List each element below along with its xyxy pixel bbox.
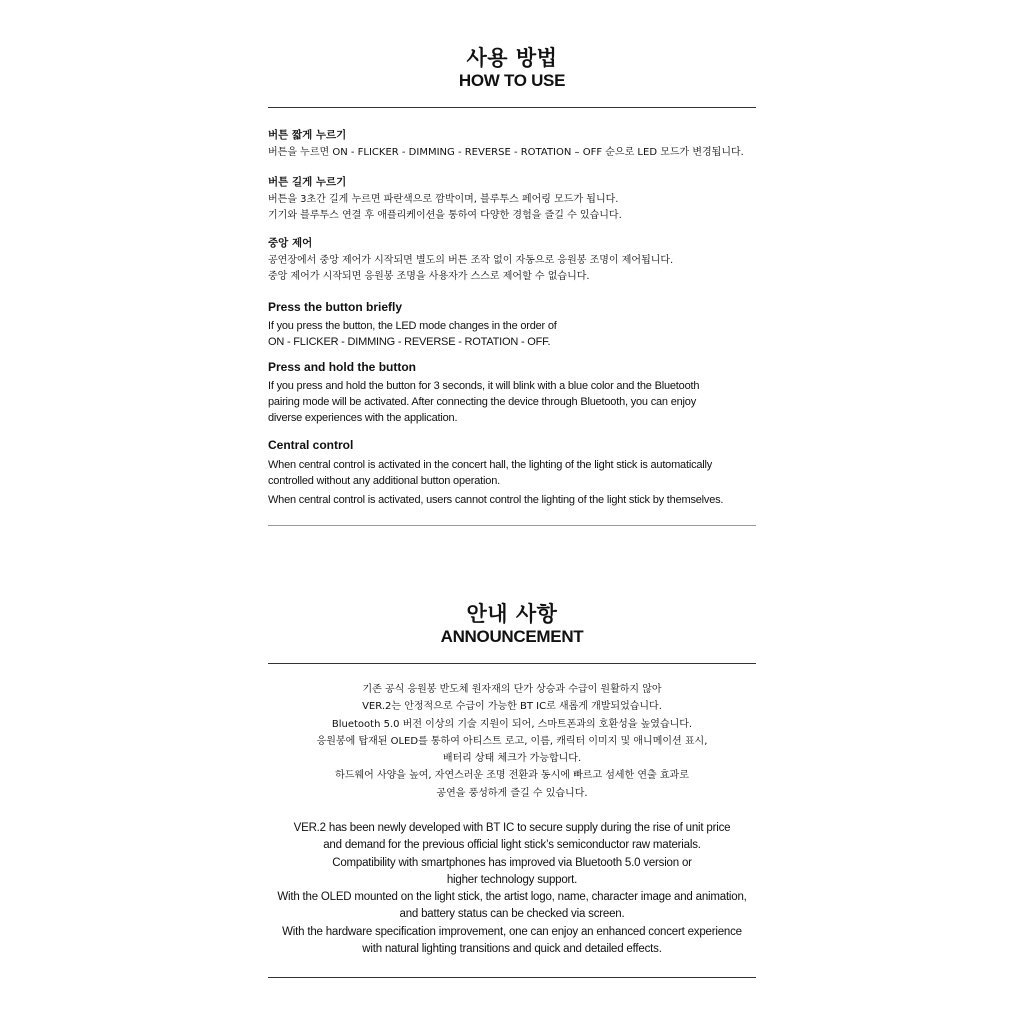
text-line: and demand for the previous official light stick’s semiconductor raw materials. bbox=[323, 839, 701, 852]
section-end-divider bbox=[268, 525, 756, 526]
section-end-divider bbox=[268, 977, 756, 978]
text-line: If you press the button, the LED mode changes in the order of bbox=[268, 320, 557, 332]
ko-heading-short-press: 버튼 짧게 누르기 bbox=[268, 129, 347, 141]
text-line: VER.2는 안정적으로 수급이 가능한 BT IC로 새롭게 개발되었습니다. bbox=[362, 701, 662, 713]
ko-heading-central-control: 중앙 제어 bbox=[268, 237, 313, 249]
text-line: higher technology support. bbox=[446, 873, 578, 886]
text-line: 공연을 풍성하게 즐길 수 있습니다. bbox=[436, 787, 588, 799]
en-heading-long-press: Press and hold the button bbox=[268, 360, 417, 374]
text-line: VER.2 has been newly developed with BT IC to secure supply during the rise of unit price bbox=[293, 822, 731, 834]
announcement-title-ko: 안내 사항 bbox=[466, 602, 558, 626]
announcement-text-ko bbox=[200, 681, 824, 802]
text-line: with natural lighting transitions and quick and detailed effects. bbox=[362, 943, 662, 956]
announcement-title-en: ANNOUNCEMENT bbox=[440, 627, 584, 646]
text-line: 중앙 제어가 시작되면 응원봉 조명을 사용자가 스스로 제어할 수 없습니다. bbox=[268, 270, 590, 282]
text-line: 기존 공식 응원봉 반도체 원자재의 단가 상승과 수급이 원활하지 않아 bbox=[362, 684, 662, 695]
ko-text-short-press bbox=[268, 145, 768, 161]
text-line: 공연장에서 중앙 제어가 시작되면 별도의 버튼 조작 없이 자동으로 응원봉 조명이 제어됩니다. bbox=[268, 255, 674, 266]
text-line: With the hardware specification improvement, one can enjoy an enhanced concert experience bbox=[282, 925, 742, 938]
text-line: If you press and hold the button for 3 seconds, it will blink with a blue color and the Bluetooth bbox=[268, 380, 700, 392]
section-divider bbox=[268, 107, 756, 108]
text-line: 버튼을 누르면 ON - FLICKER - DIMMING - REVERSE - ROTATION – OFF 순으로 LED 모드가 변경됩니다. bbox=[268, 147, 744, 158]
en-heading-short-press: Press the button briefly bbox=[268, 300, 403, 314]
section-divider bbox=[268, 663, 756, 664]
ko-text-long-press bbox=[268, 192, 768, 223]
text-line: pairing mode will be activated. After connecting the device through Bluetooth, you can enjoy bbox=[268, 396, 696, 408]
text-line: Bluetooth 5.0 버전 이상의 기술 지원이 되어, 스마트폰과의 호환성을 높였습니다. bbox=[331, 718, 693, 730]
text-line: and battery status can be checked via screen. bbox=[399, 908, 625, 921]
text-line: When central control is activated in the concert hall, the lighting of the light stick is automatically bbox=[268, 459, 713, 471]
en-heading-central-control: Central control bbox=[268, 438, 354, 452]
text-line: diverse experiences with the application. bbox=[268, 412, 458, 424]
text-line: ON - FLICKER - DIMMING - REVERSE - ROTATION - OFF. bbox=[268, 336, 551, 348]
text-line: controlled without any additional button operation. bbox=[268, 475, 500, 487]
text-line: With the OLED mounted on the light stick, the artist logo, name, character image and animation, bbox=[277, 891, 747, 904]
en-text-short-press bbox=[268, 318, 768, 350]
text-line: 응원봉에 탑재된 OLED를 통하여 아티스트 로고, 이름, 캐릭터 이미지 및 애니메이션 표시, bbox=[316, 735, 708, 747]
text-line: 배터리 상태 체크가 가능합니다. bbox=[442, 753, 582, 765]
how-to-use-title-ko: 사용 방법 bbox=[466, 46, 558, 70]
text-line: 하드웨어 사양을 높여, 자연스러운 조명 전환과 동시에 빠르고 섬세한 연출 효과로 bbox=[335, 770, 689, 782]
en-text-central-control bbox=[268, 457, 768, 508]
en-text-long-press bbox=[268, 378, 768, 426]
text-line: Compatibility with smartphones has improved via Bluetooth 5.0 version or bbox=[332, 856, 692, 869]
text-line: When central control is activated, users cannot control the lighting of the light stick by themselves. bbox=[268, 494, 724, 506]
text-line: 버튼을 3초간 길게 누르면 파란색으로 깜박이며, 블루투스 페어링 모드가 됩니다. bbox=[268, 194, 619, 205]
announcement-text-en bbox=[200, 820, 824, 958]
ko-heading-long-press: 버튼 길게 누르기 bbox=[268, 176, 347, 188]
text-line: 기기와 블루투스 연결 후 애플리케이션을 통하여 다양한 경험을 즐길 수 있습니다. bbox=[268, 209, 622, 221]
how-to-use-title-en: HOW TO USE bbox=[458, 71, 566, 90]
ko-text-central-control bbox=[268, 253, 768, 284]
